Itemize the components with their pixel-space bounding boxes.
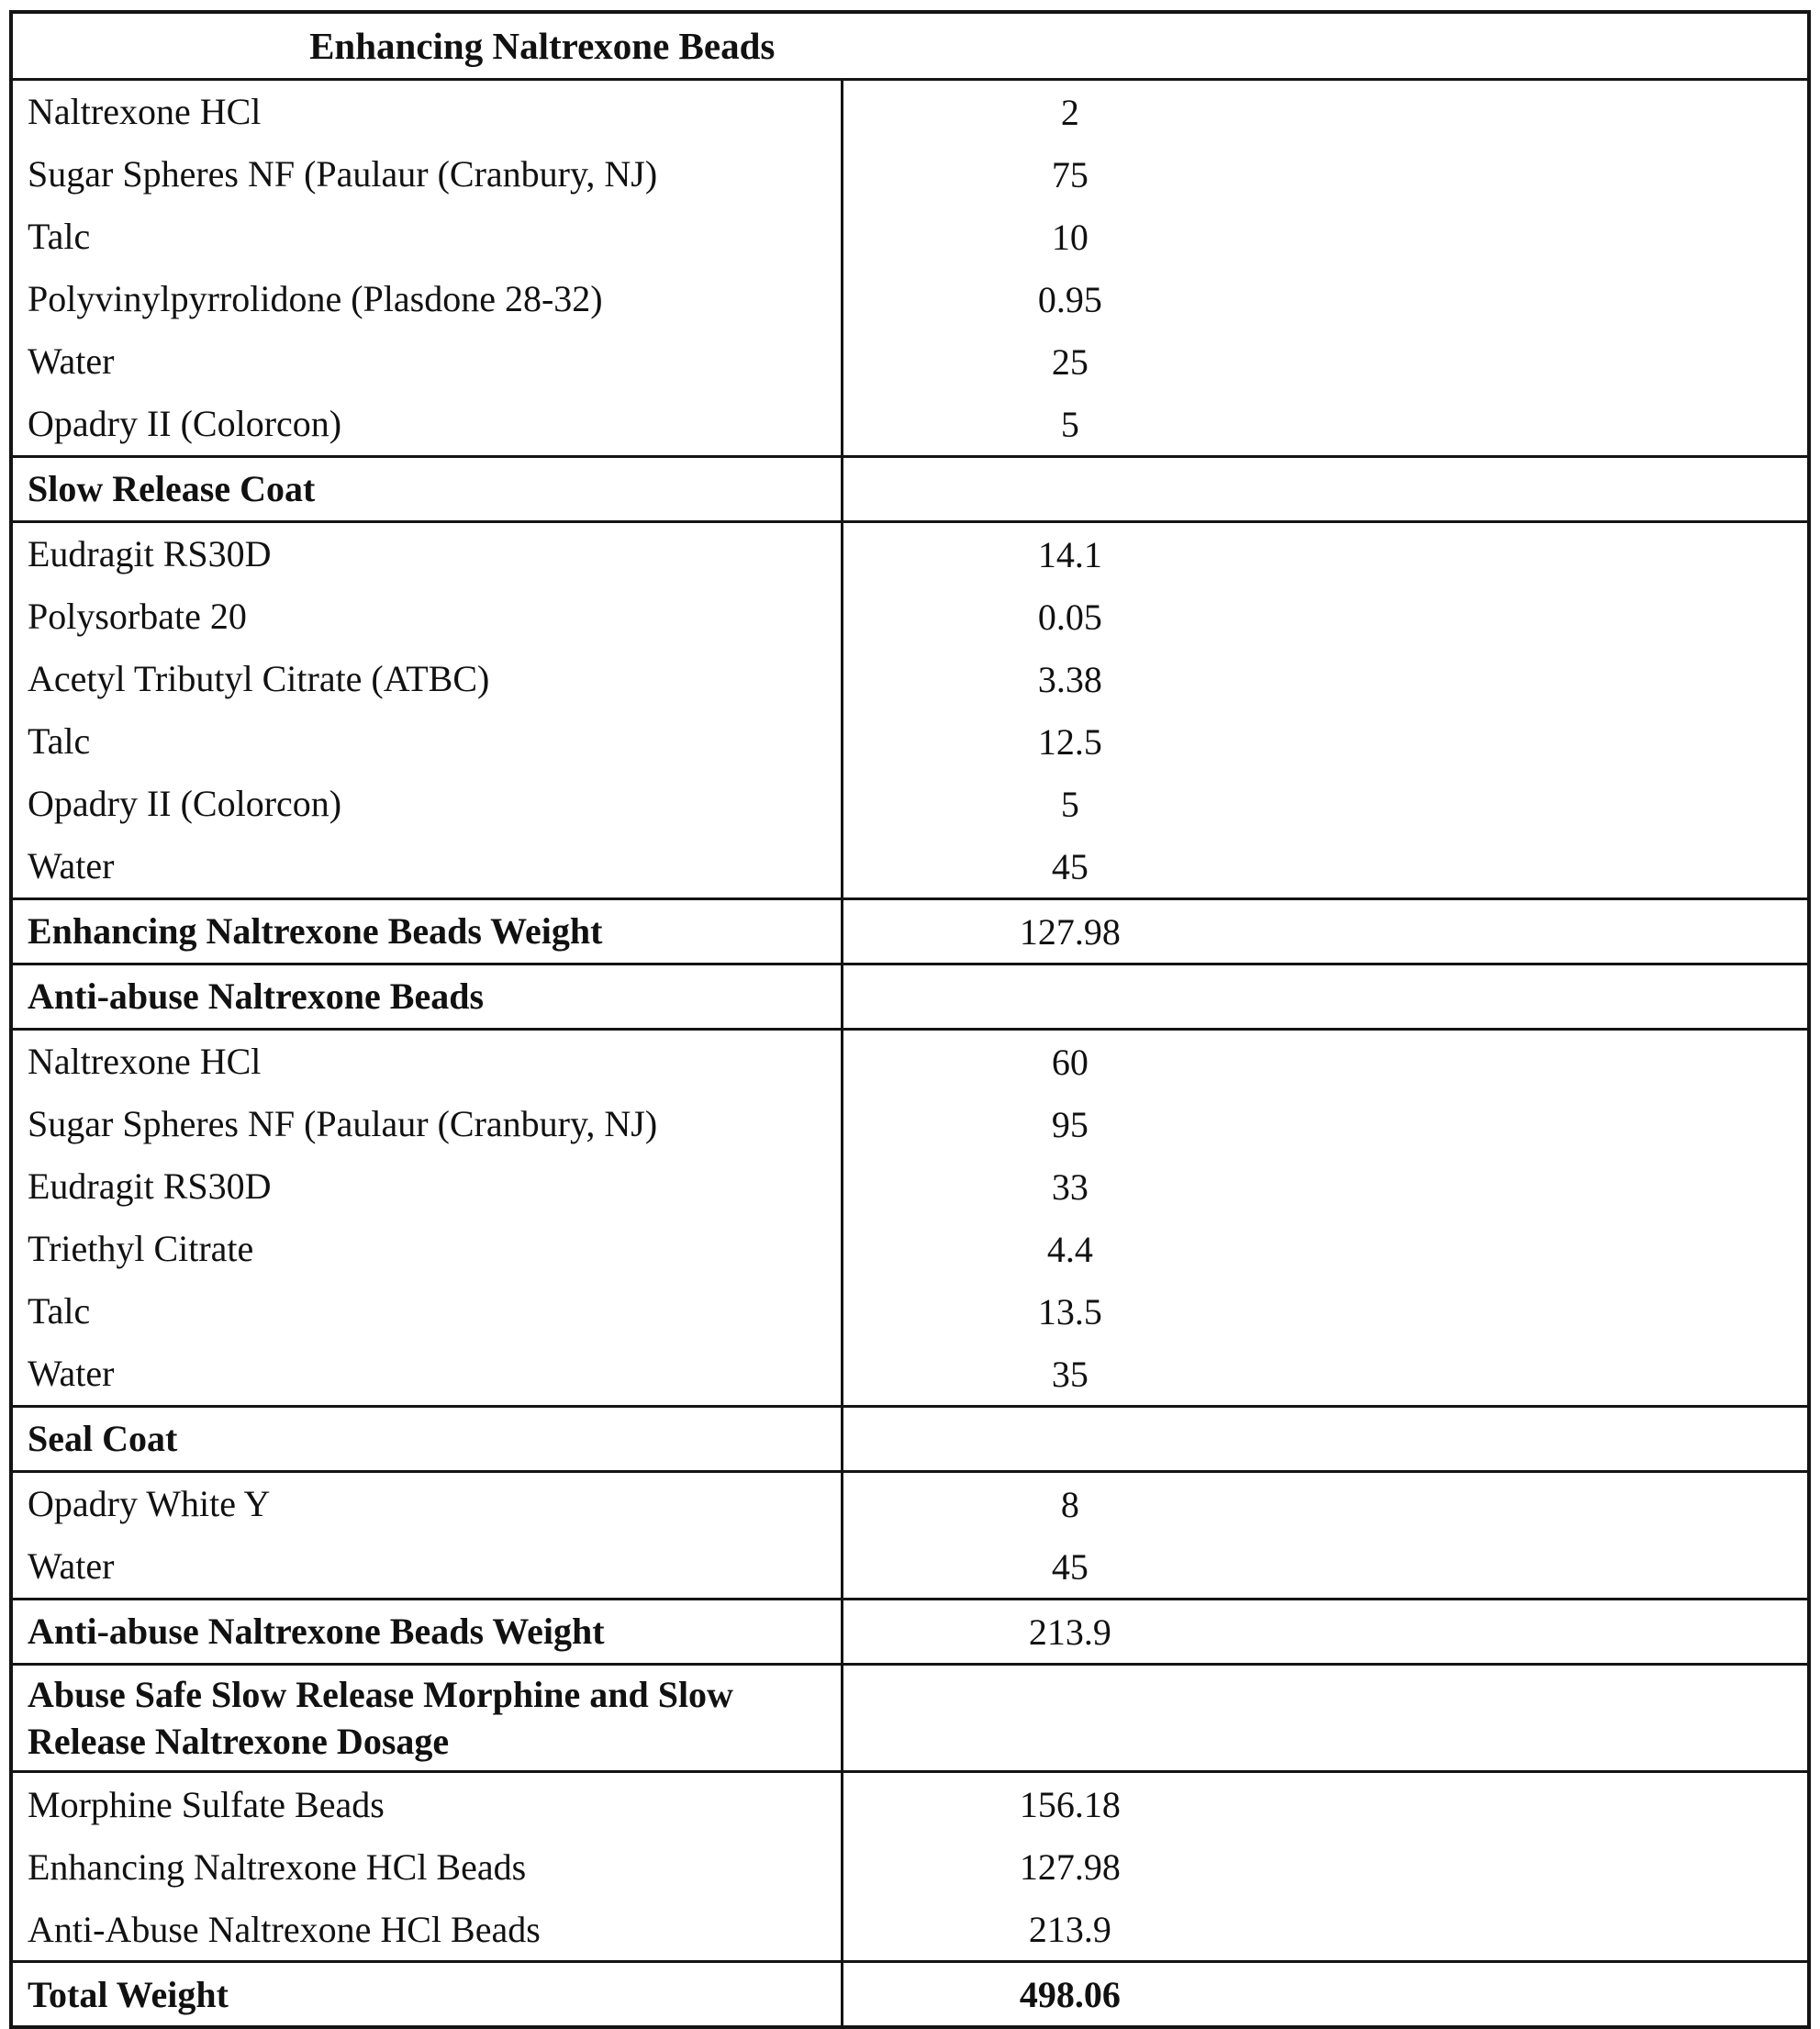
table-row bbox=[13, 206, 1807, 268]
row-label: Opadry II (Colorcon) bbox=[13, 393, 843, 455]
table-row bbox=[13, 1218, 1807, 1280]
table-row bbox=[13, 1405, 1807, 1470]
row-value: 12.5 bbox=[1037, 720, 1102, 763]
row-value-cell bbox=[843, 206, 1807, 268]
row-value-cell bbox=[843, 523, 1807, 585]
row-label: Water bbox=[13, 1343, 843, 1405]
row-value: 213.9 bbox=[1028, 1611, 1111, 1653]
row-value-cell bbox=[843, 1773, 1807, 1835]
row-value-cell bbox=[843, 1218, 1807, 1280]
row-label: Total Weight bbox=[13, 1963, 843, 2025]
row-value-cell bbox=[843, 81, 1807, 143]
row-label: Naltrexone HCl bbox=[13, 81, 843, 143]
row-label: Anti-abuse Naltrexone Beads Weight bbox=[13, 1600, 843, 1663]
row-value-cell bbox=[843, 648, 1807, 710]
row-label: Talc bbox=[13, 710, 843, 773]
table-row bbox=[13, 1598, 1807, 1663]
row-value: 4.4 bbox=[1046, 1228, 1093, 1270]
table-body bbox=[13, 81, 1807, 2025]
table-row bbox=[13, 1960, 1807, 2025]
row-label: Sugar Spheres NF (Paulaur (Cranbury, NJ) bbox=[13, 1093, 843, 1155]
row-value: 3.38 bbox=[1037, 658, 1102, 700]
row-value: 5 bbox=[1060, 783, 1079, 825]
row-label: Water bbox=[13, 330, 843, 393]
table-row bbox=[13, 143, 1807, 206]
row-value: 35 bbox=[1051, 1353, 1089, 1395]
row-value-cell bbox=[843, 458, 1807, 520]
row-label: Sugar Spheres NF (Paulaur (Cranbury, NJ) bbox=[13, 143, 843, 206]
row-value: 498.06 bbox=[1019, 1973, 1121, 2015]
table-row bbox=[13, 963, 1807, 1028]
row-value: 8 bbox=[1060, 1483, 1079, 1525]
table-row bbox=[13, 648, 1807, 710]
row-value: 2 bbox=[1060, 91, 1079, 133]
row-value-cell bbox=[843, 965, 1807, 1028]
row-label: Polyvinylpyrrolidone (Plasdone 28-32) bbox=[13, 268, 843, 330]
row-value: 45 bbox=[1051, 1545, 1089, 1588]
row-value: 14.1 bbox=[1037, 533, 1102, 575]
table-row bbox=[13, 1663, 1807, 1770]
row-label: Opadry II (Colorcon) bbox=[13, 773, 843, 835]
row-label: Triethyl Citrate bbox=[13, 1218, 843, 1280]
row-label: Abuse Safe Slow Release Morphine and Slow Release Naltrexone Dosage bbox=[13, 1666, 843, 1770]
row-value: 213.9 bbox=[1028, 1908, 1111, 1950]
row-value-cell bbox=[843, 773, 1807, 835]
formulation-table bbox=[9, 10, 1811, 2029]
table-row bbox=[13, 1028, 1807, 1093]
row-value-cell bbox=[843, 1343, 1807, 1405]
row-label: Slow Release Coat bbox=[13, 458, 843, 520]
table-row bbox=[13, 1898, 1807, 1960]
table-title: Enhancing Naltrexone Beads bbox=[309, 25, 776, 67]
row-value: 10 bbox=[1051, 216, 1089, 258]
table-row bbox=[13, 585, 1807, 648]
row-label: Talc bbox=[13, 206, 843, 268]
table-row bbox=[13, 268, 1807, 330]
row-value-cell bbox=[843, 900, 1807, 963]
row-value: 13.5 bbox=[1037, 1290, 1102, 1332]
table-row bbox=[13, 897, 1807, 963]
row-value-cell bbox=[843, 143, 1807, 206]
row-value: 0.05 bbox=[1037, 596, 1102, 638]
row-value-cell bbox=[843, 1963, 1807, 2025]
row-label: Opadry White Y bbox=[13, 1473, 843, 1535]
row-label: Seal Coat bbox=[13, 1408, 843, 1470]
row-value-cell bbox=[843, 1408, 1807, 1470]
row-value-cell bbox=[843, 710, 1807, 773]
row-value: 5 bbox=[1060, 403, 1079, 445]
table-row bbox=[13, 330, 1807, 393]
row-value-cell bbox=[843, 835, 1807, 897]
row-value-cell bbox=[843, 1600, 1807, 1663]
table-row bbox=[13, 1093, 1807, 1155]
row-value: 75 bbox=[1051, 153, 1089, 195]
table-row bbox=[13, 81, 1807, 143]
row-value-cell bbox=[843, 393, 1807, 455]
row-value: 127.98 bbox=[1019, 910, 1121, 953]
row-value-cell bbox=[843, 585, 1807, 648]
table-row bbox=[13, 520, 1807, 585]
table-row bbox=[13, 1470, 1807, 1535]
row-label: Polysorbate 20 bbox=[13, 585, 843, 648]
table-row bbox=[13, 1280, 1807, 1343]
row-value-cell bbox=[843, 1835, 1807, 1898]
row-value: 33 bbox=[1051, 1165, 1089, 1208]
row-value: 156.18 bbox=[1019, 1783, 1121, 1825]
row-value-cell bbox=[843, 1473, 1807, 1535]
row-label: Enhancing Naltrexone HCl Beads bbox=[13, 1835, 843, 1898]
row-label: Anti-Abuse Naltrexone HCl Beads bbox=[13, 1898, 843, 1960]
row-label: Acetyl Tributyl Citrate (ATBC) bbox=[13, 648, 843, 710]
row-value: 25 bbox=[1051, 340, 1089, 383]
row-value-cell bbox=[843, 330, 1807, 393]
row-label: Anti-abuse Naltrexone Beads bbox=[13, 965, 843, 1028]
row-label: Morphine Sulfate Beads bbox=[13, 1773, 843, 1835]
table-row bbox=[13, 1770, 1807, 1835]
table-row bbox=[13, 1155, 1807, 1218]
row-value-cell bbox=[843, 1031, 1807, 1093]
table-row bbox=[13, 393, 1807, 455]
table-row bbox=[13, 710, 1807, 773]
row-label: Water bbox=[13, 835, 843, 897]
row-value-cell bbox=[843, 1155, 1807, 1218]
row-value-cell bbox=[843, 1093, 1807, 1155]
row-value: 45 bbox=[1051, 845, 1089, 887]
table-row bbox=[13, 1343, 1807, 1405]
row-label: Naltrexone HCl bbox=[13, 1031, 843, 1093]
row-value-cell bbox=[843, 1666, 1807, 1770]
table-row bbox=[13, 455, 1807, 520]
row-value-cell bbox=[843, 1898, 1807, 1960]
row-value: 95 bbox=[1051, 1103, 1089, 1145]
row-value: 0.95 bbox=[1037, 278, 1102, 320]
row-value-cell bbox=[843, 1280, 1807, 1343]
table-row bbox=[13, 1835, 1807, 1898]
row-label: Water bbox=[13, 1535, 843, 1598]
row-value: 127.98 bbox=[1019, 1845, 1121, 1888]
table-row bbox=[13, 773, 1807, 835]
row-label: Talc bbox=[13, 1280, 843, 1343]
table-row bbox=[13, 1535, 1807, 1598]
row-value-cell bbox=[843, 1535, 1807, 1598]
row-value: 60 bbox=[1051, 1041, 1089, 1083]
row-label: Eudragit RS30D bbox=[13, 1155, 843, 1218]
row-value-cell bbox=[843, 268, 1807, 330]
row-label: Enhancing Naltrexone Beads Weight bbox=[13, 900, 843, 963]
row-label: Eudragit RS30D bbox=[13, 523, 843, 585]
table-title-row bbox=[13, 14, 1807, 81]
table-row bbox=[13, 835, 1807, 897]
